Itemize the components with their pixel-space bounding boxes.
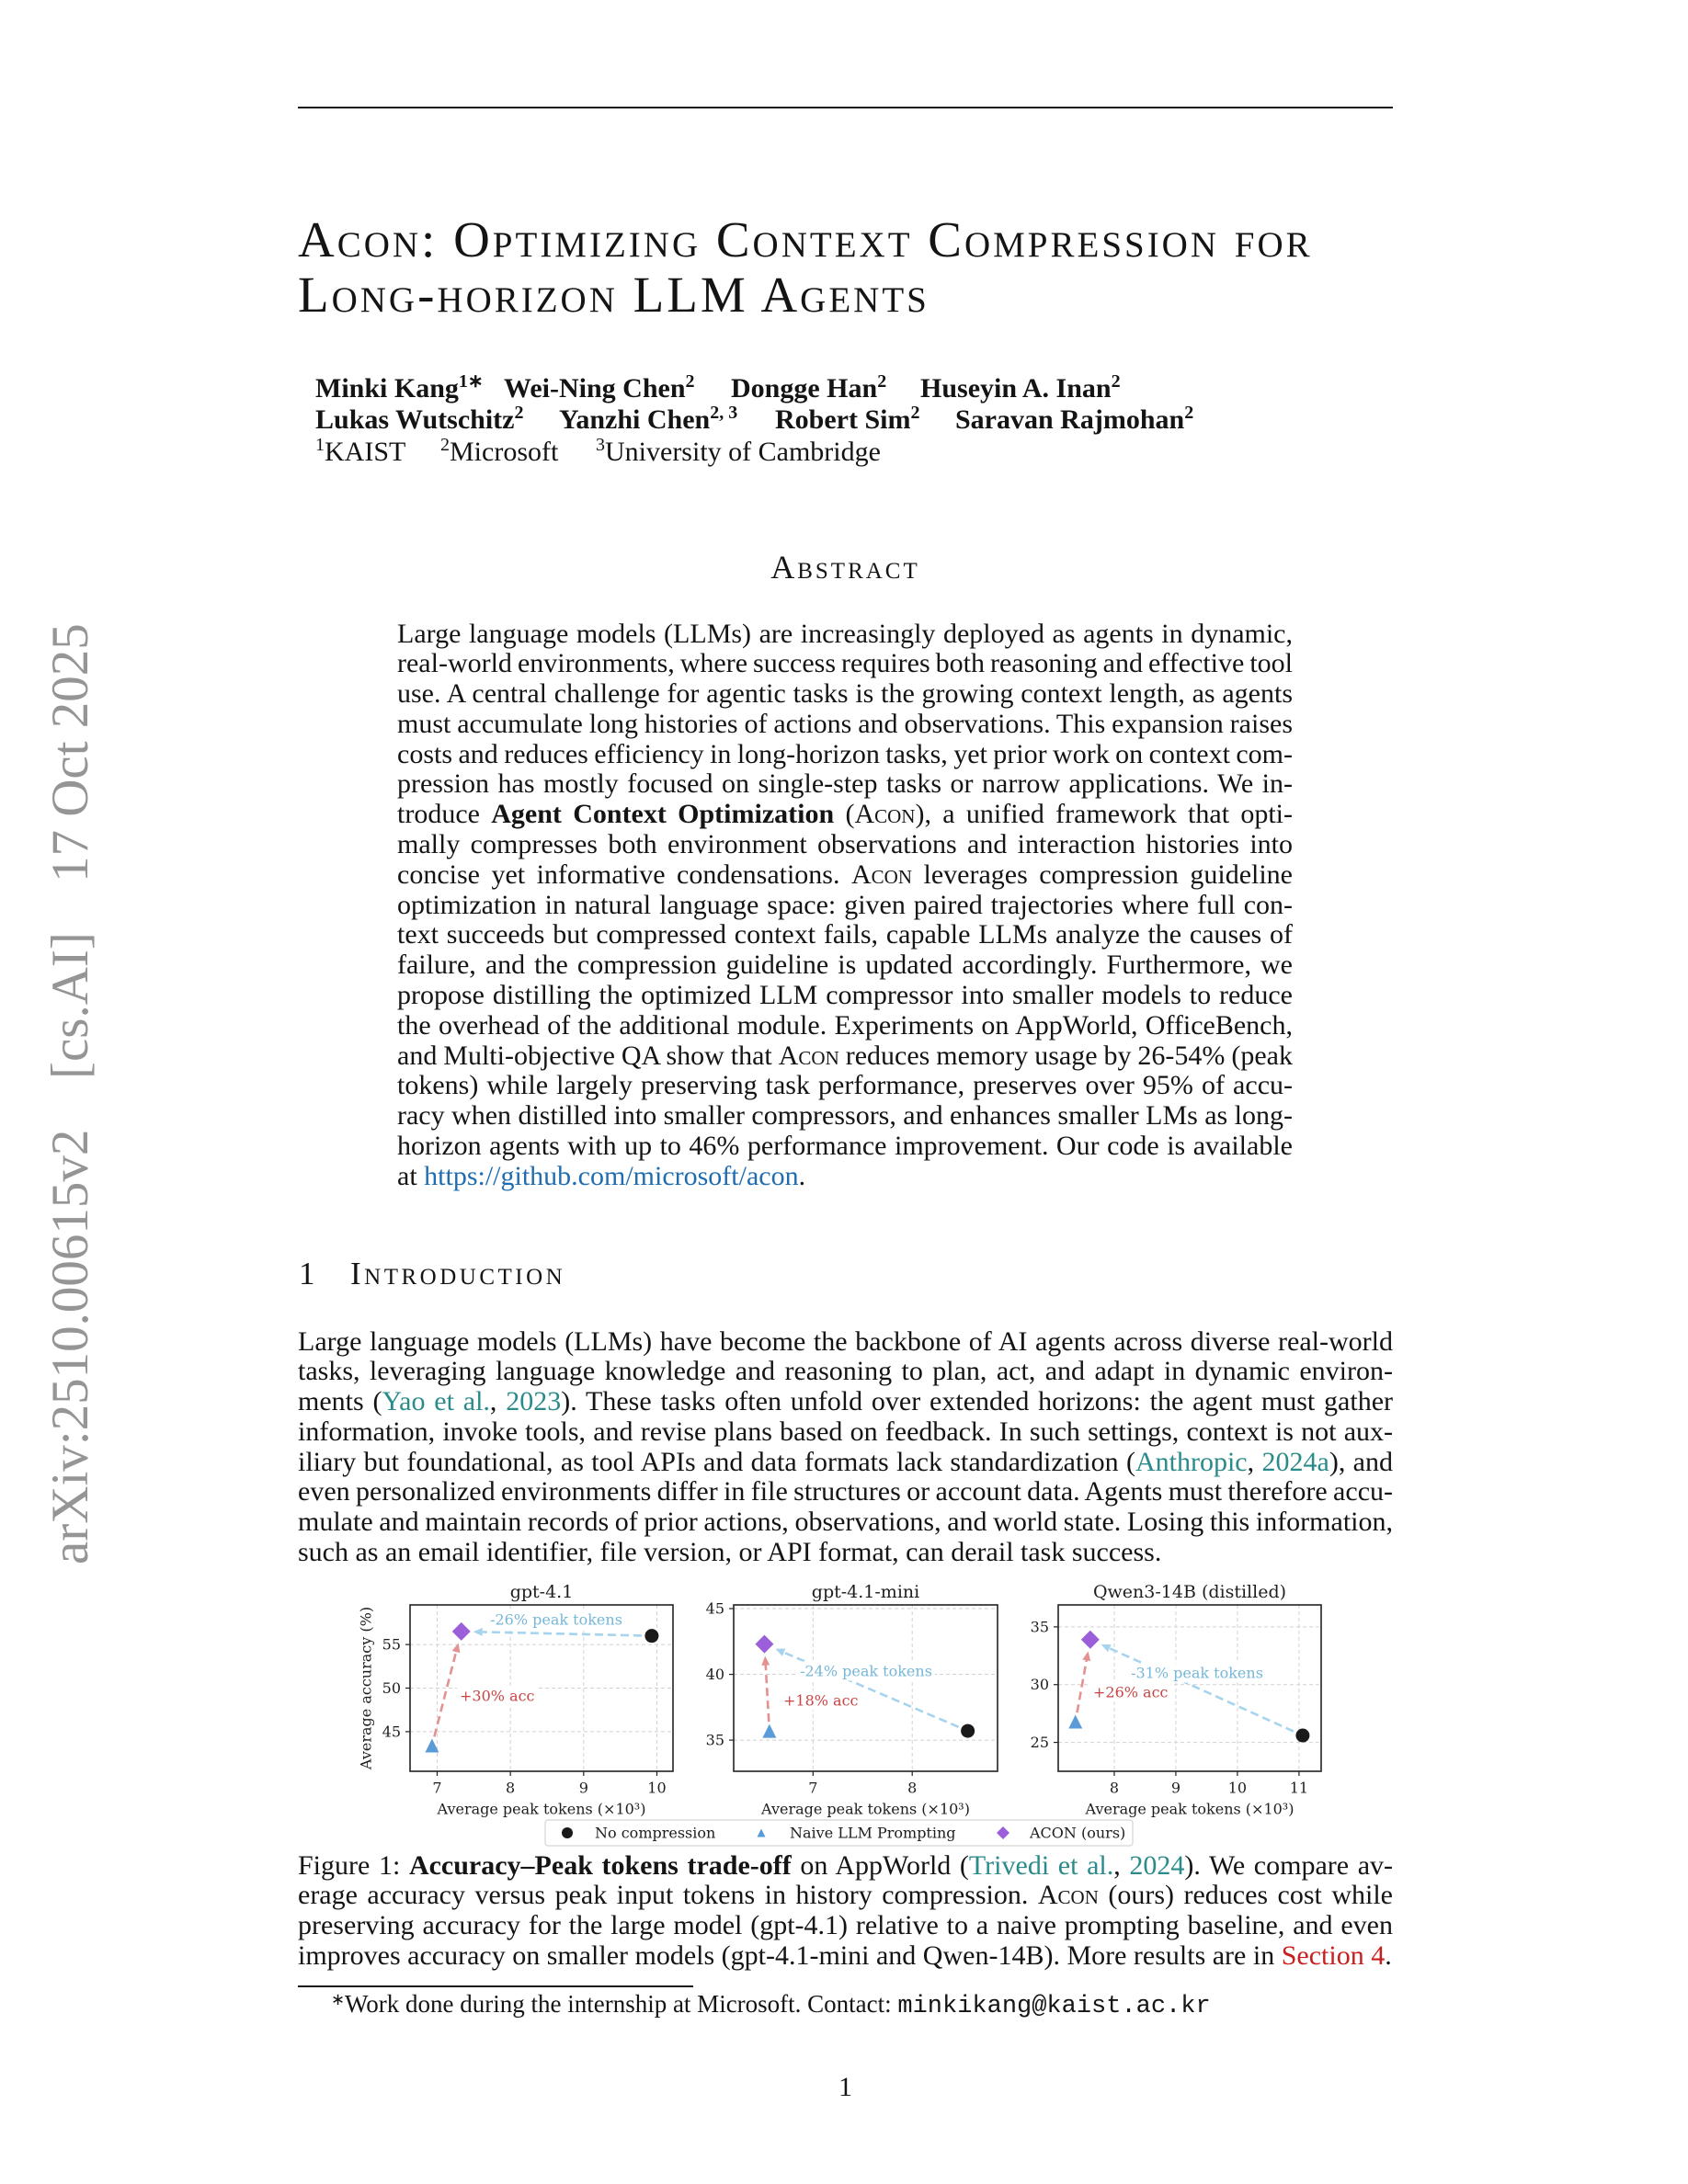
author-affiliation-mark: 2: [877, 370, 887, 392]
caption-line: [298, 1941, 1393, 1972]
text-run: concise yet informative condensations.: [397, 859, 851, 890]
text-run: Figure 1:: [298, 1849, 409, 1881]
legend-label: No compression: [595, 1824, 716, 1842]
author-affiliation-mark: 2: [685, 370, 695, 392]
chart-title: gpt-4.1: [509, 1582, 574, 1602]
author-name: Wei-Ning Chen: [504, 372, 686, 404]
text-run: tasks, leveraging language knowledge and reasoning to plan, act, and adapt in dynamic environ-: [298, 1356, 1393, 1387]
affiliation-mark: 3: [596, 434, 605, 455]
small-caps-text: Acon: [778, 1040, 839, 1071]
chart-panel: [358, 1582, 674, 1818]
text-run: (ours) reduces cost while: [1098, 1880, 1393, 1911]
y-tick-label: 45: [382, 1723, 401, 1741]
annotation-arrow-head: [761, 1656, 770, 1666]
email-text: minkikang@kaist.ac.kr: [897, 1993, 1211, 2020]
text-run: ), and: [1329, 1446, 1394, 1477]
y-axis-label: Average accuracy (%): [357, 1606, 375, 1770]
bold-text: Accuracy–Peak tokens trade-off: [408, 1849, 792, 1881]
marker-acon-ours: [452, 1622, 471, 1641]
chart-title: gpt-4.1-mini: [811, 1582, 920, 1602]
footnote-mark: ∗: [331, 1989, 345, 2008]
text-run: and Multi-objective QA show that: [397, 1040, 779, 1071]
text-run: .: [798, 1160, 806, 1191]
arxiv-category: [cs.AI]: [41, 932, 99, 1080]
y-tick-label: 35: [705, 1731, 724, 1749]
y-tick-label: 55: [382, 1635, 401, 1654]
author: [731, 370, 887, 405]
affiliation: [440, 434, 559, 469]
small-caps-text: Acon: [854, 799, 916, 830]
x-tick-label: 7: [808, 1779, 818, 1797]
affiliation-name: Microsoft: [450, 436, 559, 467]
title-line: Acon: Optimizing Context Compression for: [298, 211, 1313, 267]
author-affiliation-mark: 2: [514, 403, 524, 424]
text-run: on AppWorld (: [791, 1849, 969, 1881]
caption-line: [298, 1851, 1393, 1882]
abstract-line: [397, 649, 1293, 679]
text-run: failure, and the compression guideline is updated accordingly. Furthermore, we: [397, 950, 1293, 981]
x-axis-label: Average peak tokens (×10³): [437, 1800, 646, 1818]
text-run: real-world environments, where success requires both reasoning and effective tool: [397, 648, 1293, 679]
annotation-arrow-head: [1101, 1644, 1112, 1652]
caption-line: [298, 1881, 1393, 1911]
abstract-line: [397, 1071, 1293, 1101]
text-run: Large language models (LLMs) have become the backbone of AI agents across diverse real-world: [298, 1325, 1393, 1357]
text-run: at: [397, 1160, 425, 1191]
bold-text: Agent Context Optimization: [491, 799, 835, 830]
footnote-line: [298, 1990, 1393, 2018]
text-run: ). We compare av-: [1184, 1849, 1394, 1881]
plot-frame: [734, 1605, 998, 1771]
text-run: troduce: [397, 799, 492, 830]
citation-link[interactable]: Yao et al.: [382, 1386, 490, 1417]
page-number: 1: [838, 2071, 852, 2102]
abstract-line: [397, 620, 1293, 650]
footnote-rule: [298, 1985, 693, 1987]
section-number: 1: [299, 1256, 315, 1291]
annotation-arrow: [481, 1632, 642, 1635]
text-run: ,: [489, 1386, 507, 1417]
text-run: tokens) while largely preserving task performance, preserves over 95% of accu-: [397, 1070, 1293, 1101]
affiliation-mark: 1: [315, 434, 325, 455]
text-run: reduces memory usage by 26-54% (peak: [838, 1040, 1293, 1071]
arxiv-id: arXiv:2510.00615v2: [41, 1129, 99, 1564]
annotation-label: -26% peak tokens: [490, 1610, 622, 1629]
citation-link[interactable]: 2024: [1129, 1849, 1185, 1881]
text-run: optimization in natural language space: given paired trajectories where full con-: [397, 889, 1293, 920]
marker-no-compression: [1295, 1729, 1309, 1743]
caption-line: [298, 1911, 1393, 1941]
legend-marker-circle: [562, 1827, 573, 1838]
author-affiliation-mark: 2: [910, 403, 920, 424]
abstract-line: [397, 800, 1293, 830]
annotation-arrow-head: [1082, 1652, 1090, 1662]
x-axis-label: Average peak tokens (×10³): [761, 1800, 970, 1818]
annotation-arrow: [434, 1650, 456, 1736]
legend-label: ACON (ours): [1030, 1824, 1126, 1842]
marker-naive-llm-prompting: [1068, 1714, 1082, 1728]
text-run: horizon agents with up to 46% performance improvement. Our code is available: [397, 1131, 1293, 1162]
introduction-line: [298, 1327, 1393, 1358]
marker-acon-ours: [1081, 1631, 1100, 1649]
chart-panel: [706, 1582, 998, 1818]
x-tick-label: 8: [1109, 1779, 1120, 1797]
footnote: [298, 1990, 1393, 2018]
small-caps-text: Acon: [1037, 1880, 1099, 1911]
introduction-line: [298, 1507, 1393, 1538]
text-run: the overhead of the additional module. Experiments on AppWorld, OfficeBench,: [397, 1009, 1293, 1041]
author: [315, 404, 523, 437]
introduction-line: [298, 1387, 1393, 1417]
figure-caption: [298, 1851, 1393, 1972]
author-name: Minki Kang: [315, 372, 459, 404]
abstract-line: [397, 1132, 1293, 1162]
chart-title: Qwen3-14B (distilled): [1092, 1582, 1287, 1602]
annotation-label: +26% acc: [1093, 1683, 1169, 1701]
author: [559, 404, 737, 437]
text-run: ,: [1247, 1446, 1262, 1477]
section-link[interactable]: Section 4: [1281, 1939, 1386, 1971]
y-tick-label: 35: [1030, 1618, 1049, 1636]
author: [920, 370, 1121, 405]
text-run: propose distilling the optimized LLM compressor into smaller models to reduce: [397, 980, 1293, 1011]
text-run: iliary but foundational, as tool APIs and data formats lack standardization (: [298, 1446, 1135, 1477]
citation-link[interactable]: 2023: [506, 1386, 562, 1417]
x-tick-label: 11: [1289, 1779, 1309, 1797]
author-name: Lukas Wutschitz: [315, 404, 515, 436]
author-name: Robert Sim: [775, 404, 911, 436]
url-link[interactable]: https://github.com/microsoft/acon: [424, 1160, 799, 1191]
text-run: preserving accuracy for the large model (gpt-4.1) relative to a naive prompting baseline, and even: [298, 1910, 1393, 1941]
x-tick-label: 10: [1227, 1779, 1248, 1797]
title-line: Long-horizon LLM Agents: [298, 267, 930, 323]
y-tick-label: 30: [1030, 1676, 1049, 1694]
abstract-line: [397, 860, 1293, 891]
text-run: ments (: [298, 1386, 382, 1417]
figure-1-charts: [340, 1563, 1352, 1855]
legend-label: Naive LLM Prompting: [790, 1824, 956, 1842]
text-run: information, invoke tools, and revise plans based on feedback. In such settings, context is not aux-: [298, 1416, 1393, 1447]
abstract-line: [397, 679, 1293, 710]
x-tick-label: 8: [907, 1779, 918, 1797]
text-run: ). These tasks often unfold over extended horizons: the agent must gather: [561, 1386, 1394, 1417]
text-run: mulate and maintain records of prior actions, observations, and world state. Losing this information,: [298, 1507, 1393, 1538]
arxiv-date: 17 Oct 2025: [41, 623, 99, 882]
marker-no-compression: [644, 1629, 658, 1643]
text-run: (: [834, 799, 855, 830]
x-tick-label: 10: [647, 1779, 667, 1797]
marker-no-compression: [961, 1724, 975, 1738]
marker-naive-llm-prompting: [762, 1724, 776, 1738]
header-rule: [298, 107, 1393, 108]
legend: [545, 1820, 1133, 1846]
text-run: Work done during the internship at Microsoft. Contact:: [344, 1990, 898, 2018]
text-run: Large language models (LLMs) are increasingly deployed as agents in dynamic,: [397, 618, 1293, 649]
author-name: Huseyin A. Inan: [920, 372, 1112, 404]
abstract-line: [397, 769, 1293, 800]
text-run: even personalized environments differ in file structures or account data. Agents must therefore accu-: [298, 1476, 1393, 1507]
y-tick-label: 50: [382, 1679, 401, 1697]
author: [955, 404, 1193, 437]
affiliation-mark: 2: [440, 434, 450, 455]
introduction-body: [298, 1327, 1393, 1568]
author: [775, 404, 919, 437]
text-run: erage accuracy versus peak input tokens in history compression.: [298, 1880, 1038, 1911]
author: [315, 370, 484, 405]
text-run: costs and reduces efficiency in long-horizon tasks, yet prior work on context com-: [397, 738, 1293, 769]
author-name: Dongge Han: [731, 372, 878, 404]
affiliation-name: KAIST: [325, 436, 406, 467]
author-name: Saravan Rajmohan: [955, 404, 1185, 436]
abstract-line: [397, 710, 1293, 740]
y-tick-label: 40: [705, 1666, 724, 1684]
y-tick-label: 45: [705, 1599, 724, 1618]
x-tick-label: 8: [506, 1779, 516, 1797]
annotation-arrow-head: [775, 1649, 785, 1656]
annotation-arrow: [766, 1664, 770, 1722]
annotation-label: +18% acc: [783, 1691, 859, 1710]
x-tick-label: 9: [1170, 1779, 1181, 1797]
abstract-line: [397, 1101, 1293, 1132]
x-tick-label: 7: [432, 1779, 442, 1797]
abstract-body: [397, 620, 1293, 1192]
section-heading: Introduction: [350, 1256, 566, 1291]
abstract-line: [397, 1041, 1293, 1072]
text-run: use. A central challenge for agentic tasks is the growing context length, as agents: [397, 678, 1293, 710]
affiliation: [596, 434, 881, 469]
annotation-label: -24% peak tokens: [800, 1662, 932, 1680]
text-run: must accumulate long histories of actions and observations. This expansion raises: [397, 708, 1293, 739]
citation-link[interactable]: Anthropic: [1135, 1446, 1248, 1477]
abstract-line: [397, 950, 1293, 981]
introduction-line: [298, 1357, 1393, 1387]
annotation-label: +30% acc: [460, 1687, 535, 1705]
affiliation-name: University of Cambridge: [605, 436, 881, 467]
abstract-line: [397, 920, 1293, 950]
citation-link[interactable]: Trivedi et al.: [968, 1849, 1114, 1881]
citation-link[interactable]: 2024a: [1261, 1446, 1329, 1477]
abstract-line: [397, 740, 1293, 770]
author-name: Yanzhi Chen: [559, 404, 711, 436]
paper-title: [298, 212, 1313, 323]
abstract-heading: Abstract: [770, 548, 920, 586]
abstract-line: [397, 1011, 1293, 1041]
text-run: ,: [1113, 1849, 1130, 1881]
text-run: improves accuracy on smaller models (gpt-4.1-mini and Qwen-14B). More results are in: [298, 1939, 1282, 1971]
author-affiliation-mark: 1∗: [458, 370, 484, 392]
annotation-arrow-head: [473, 1628, 483, 1636]
text-run: leverages compression guideline: [912, 859, 1293, 890]
author-affiliation-mark: 2: [1184, 403, 1194, 424]
introduction-line: [298, 1417, 1393, 1448]
y-tick-label: 25: [1030, 1734, 1049, 1752]
text-run: mally compresses both environment observations and interaction histories into: [397, 829, 1293, 860]
abstract-line: [397, 830, 1293, 860]
affiliation: [315, 434, 406, 469]
annotation-arrow: [1078, 1658, 1088, 1712]
abstract-line: [397, 891, 1293, 921]
abstract-line: [397, 981, 1293, 1011]
x-tick-label: 9: [578, 1779, 588, 1797]
arxiv-stamp: [41, 623, 100, 1564]
abstract-line: [397, 1162, 1293, 1192]
text-run: ), a unified framework that opti-: [915, 799, 1294, 830]
text-run: racy when distilled into smaller compressors, and enhances smaller LMs as long-: [397, 1100, 1293, 1132]
author: [504, 370, 695, 405]
text-run: pression has mostly focused on single-step tasks or narrow applications. We in-: [397, 768, 1293, 800]
author-affiliation-mark: 2: [1111, 370, 1121, 392]
small-caps-text: Acon: [850, 859, 912, 890]
marker-acon-ours: [755, 1635, 773, 1654]
chart-panel: [1031, 1582, 1321, 1818]
introduction-line: [298, 1448, 1393, 1478]
text-run: .: [1385, 1939, 1392, 1971]
annotation-label: -31% peak tokens: [1131, 1664, 1263, 1682]
text-run: text succeeds but compressed context fails, capable LLMs analyze the causes of: [397, 919, 1293, 950]
author-affiliation-mark: 2, 3: [710, 403, 738, 424]
x-axis-label: Average peak tokens (×10³): [1085, 1800, 1295, 1818]
text-run: such as an email identifier, file version, or API format, can derail task success.: [298, 1537, 1162, 1568]
introduction-line: [298, 1477, 1393, 1507]
